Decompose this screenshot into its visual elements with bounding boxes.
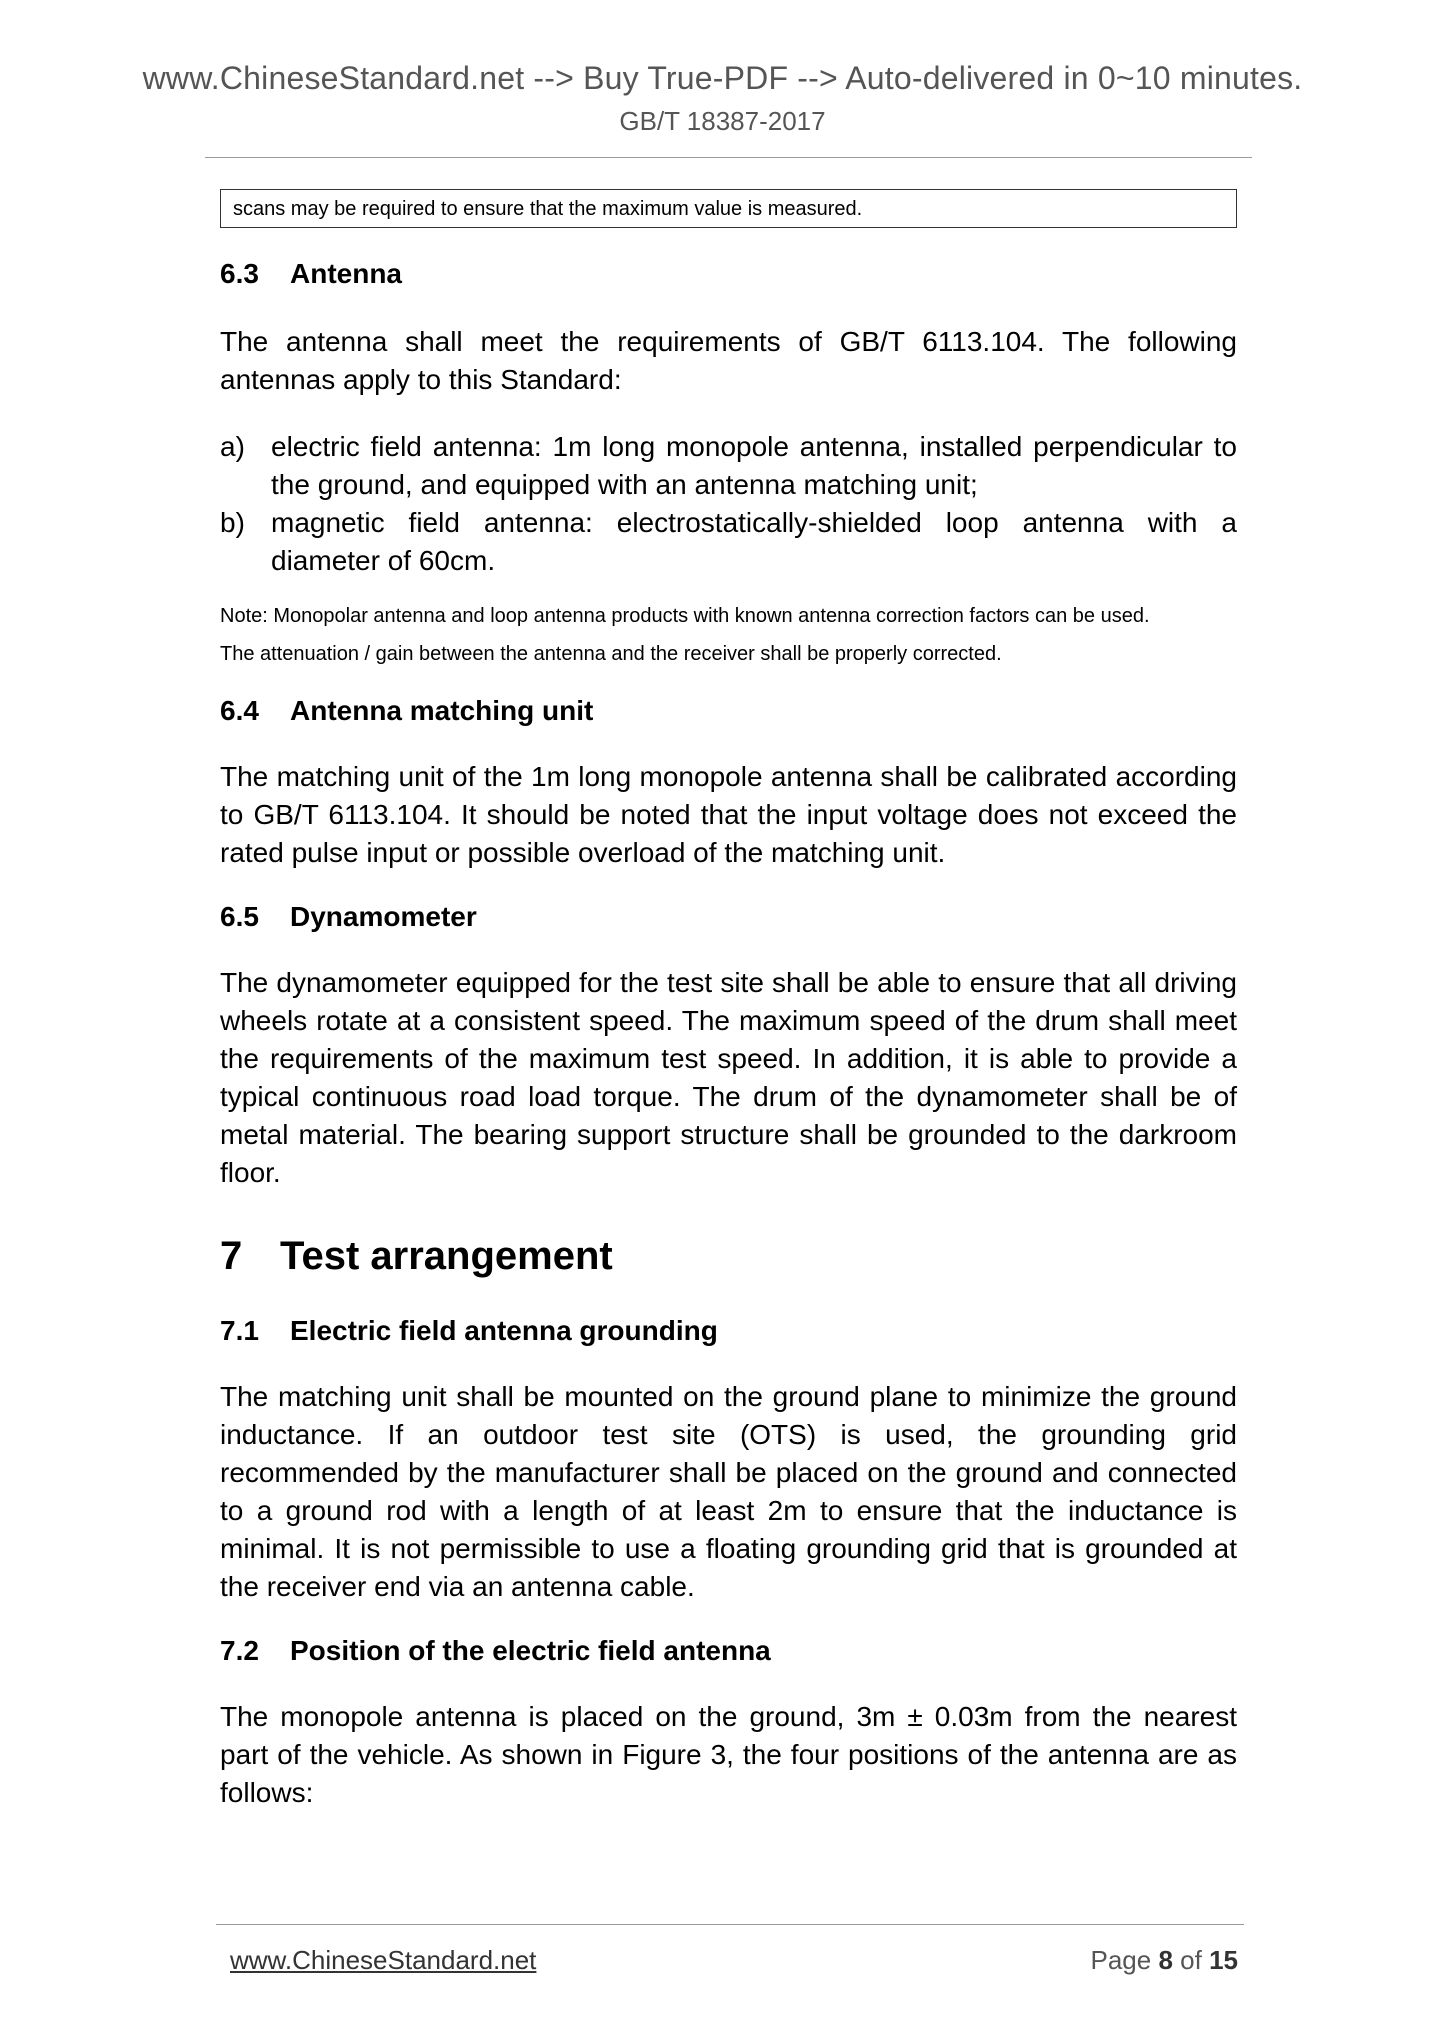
page-prefix: Page (1090, 1945, 1152, 1975)
list-marker: b) (220, 507, 245, 538)
header-divider (205, 157, 1252, 158)
page-total: 15 (1209, 1945, 1238, 1975)
heading-6-4 (220, 693, 1237, 729)
heading-number: 6.3 (220, 258, 259, 289)
page-current: 8 (1158, 1945, 1173, 1975)
heading-title: Test arrangement (280, 1234, 613, 1278)
header-banner: www.ChineseStandard.net --> Buy True-PDF --> Auto-delivered in 0~10 minutes. (142, 60, 1303, 96)
heading-title: Antenna matching unit (290, 695, 594, 726)
list-text: magnetic field antenna: electrostatically-shielded loop antenna with a diameter of 60cm. (271, 507, 1237, 576)
heading-7-1 (220, 1313, 1237, 1349)
heading-title: Antenna (290, 258, 402, 289)
heading-6-3 (220, 256, 1237, 292)
heading-number: 6.5 (220, 901, 259, 932)
note-line: Note: Monopolar antenna and loop antenna products with known antenna correction factors can be used. (220, 605, 1150, 627)
heading-number: 7.1 (220, 1315, 259, 1346)
paragraph-6-4: The matching unit of the 1m long monopole antenna shall be calibrated according to GB/T 6113.104. It should be noted that the input voltage does not exceed the rated pulse input or possible overload of the matching unit. (220, 761, 1237, 868)
heading-number: 6.4 (220, 695, 259, 726)
paragraph-6-3: The antenna shall meet the requirements of GB/T 6113.104. The following antennas apply to this Standard: (220, 326, 1237, 395)
note-block (220, 597, 1237, 673)
list-text: electric field antenna: 1m long monopole antenna, installed perpendicular to the ground, and equipped with an antenna matching unit; (271, 431, 1237, 500)
page-number (1090, 1944, 1238, 1976)
heading-number: 7.2 (220, 1635, 259, 1666)
document-code: GB/T 18387-2017 (619, 106, 826, 136)
heading-7 (220, 1232, 1237, 1280)
paragraph-7-1: The matching unit shall be mounted on the ground plane to minimize the ground inductance. If an outdoor test site (OTS) is used, the grounding grid recommended by the manufacturer shall be placed on the ground and connected to a ground rod with a length of at least 2m to ensure that the inductance is minimal. It is not permissible to use a floating grounding grid that is grounded at the receiver end via an antenna cable. (220, 1381, 1237, 1602)
heading-title: Electric field antenna grounding (290, 1315, 718, 1346)
paragraph-6-5: The dynamometer equipped for the test site shall be able to ensure that all driving wheels rotate at a consistent speed. The maximum speed of the drum shall meet the requirements of the maximum test speed. In addition, it is able to provide a typical continuous road load torque. The drum of the dynamometer shall be of metal material. The bearing support structure shall be grounded to the darkroom floor. (220, 967, 1237, 1188)
heading-6-5 (220, 899, 1237, 935)
page-of: of (1180, 1945, 1202, 1975)
page-header (0, 58, 1445, 138)
continued-note-box: scans may be required to ensure that the maximum value is measured. (220, 189, 1237, 228)
paragraph-7-2: The monopole antenna is placed on the ground, 3m ± 0.03m from the nearest part of the vehicle. As shown in Figure 3, the four positions of the antenna are as follows: (220, 1701, 1237, 1808)
antenna-list (220, 428, 1237, 580)
footer-site-link[interactable]: www.ChineseStandard.net (230, 1945, 537, 1975)
heading-title: Dynamometer (290, 901, 477, 932)
list-marker: a) (220, 431, 245, 462)
footer-divider (216, 1924, 1244, 1925)
list-item (220, 504, 1237, 580)
heading-number: 7 (220, 1234, 243, 1278)
note-line: The attenuation / gain between the antenna and the receiver shall be properly corrected. (220, 643, 1002, 665)
heading-title: Position of the electric field antenna (290, 1635, 771, 1666)
heading-7-2 (220, 1633, 1237, 1669)
page-content (220, 189, 1237, 1812)
list-item (220, 428, 1237, 504)
